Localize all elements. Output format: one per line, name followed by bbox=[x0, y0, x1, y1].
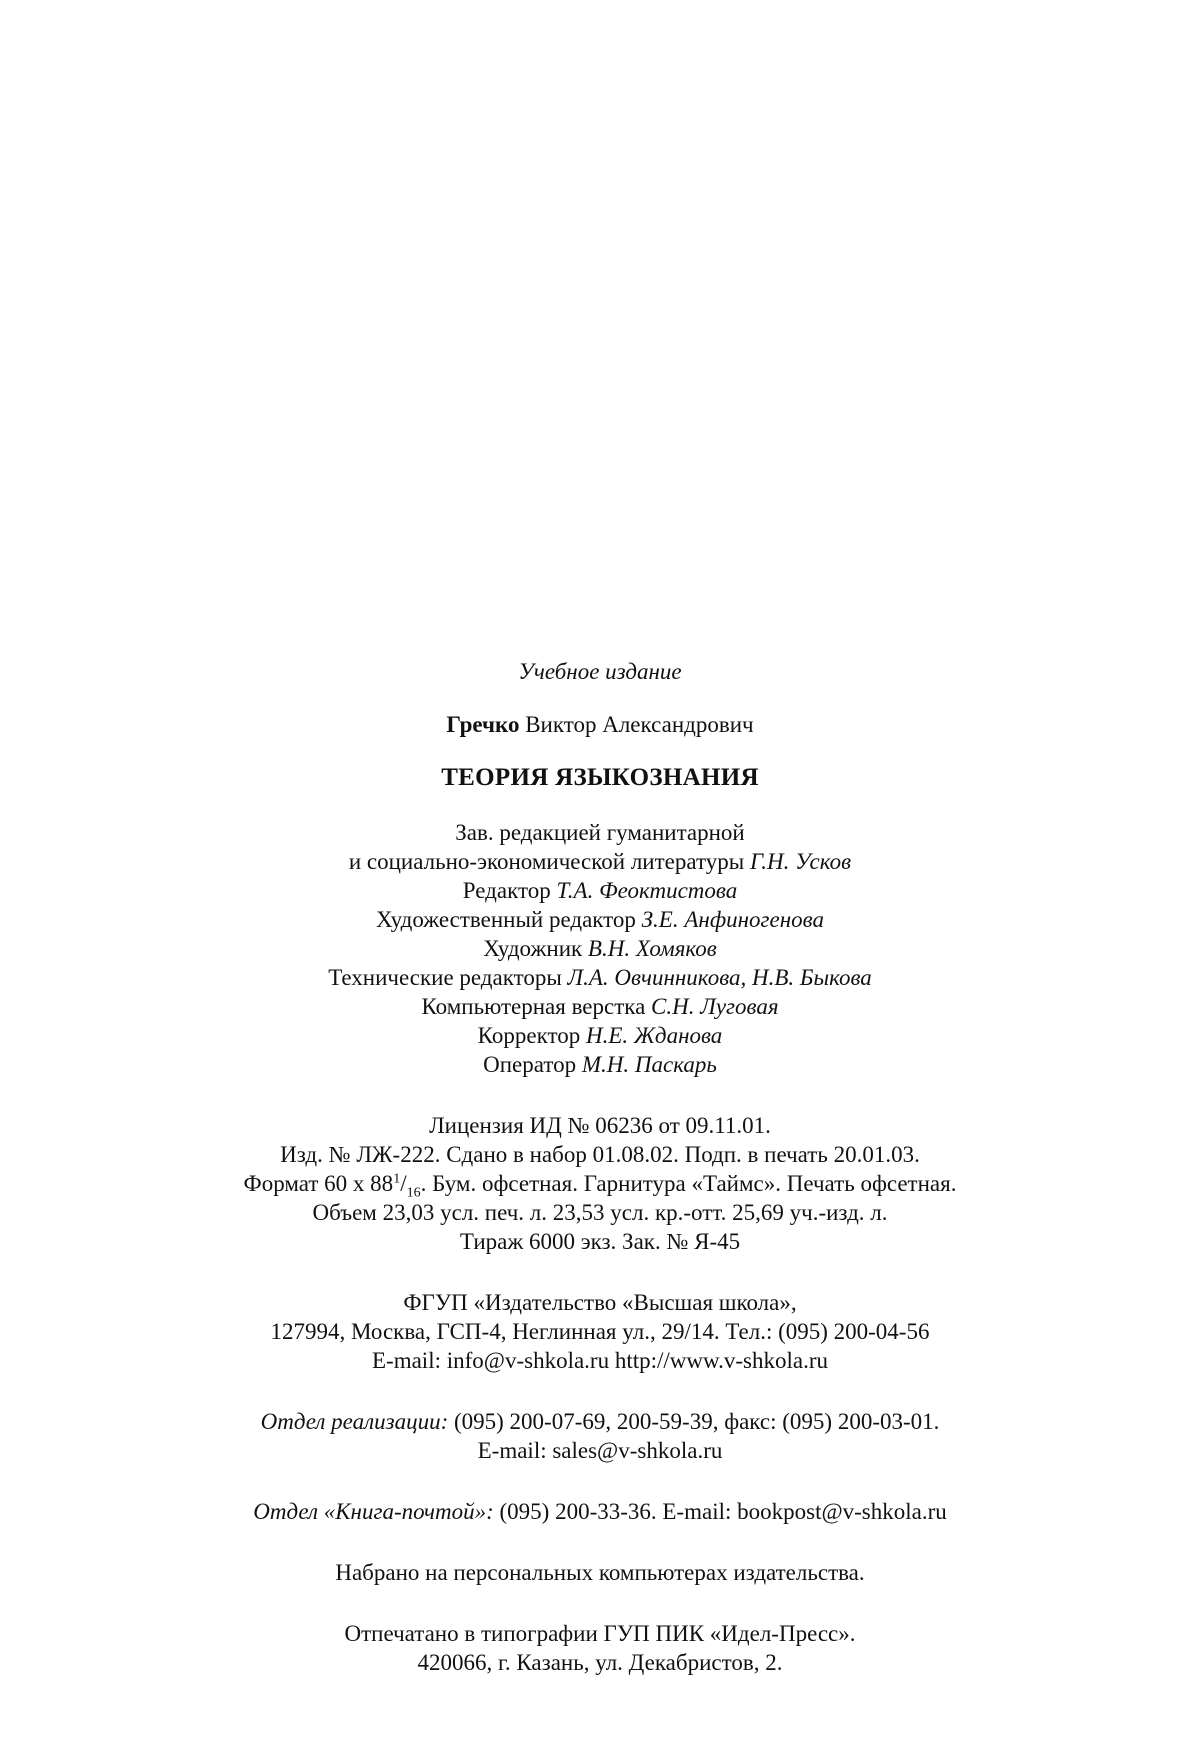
edition-dates-line: Изд. № ЛЖ-222. Сдано в набор 01.08.02. Подп. в печать 20.01.03. bbox=[280, 1142, 920, 1167]
tech-editors-role: Технические редакторы bbox=[328, 965, 562, 990]
format-fraction-denominator: 16 bbox=[406, 1185, 421, 1201]
mail-order-line bbox=[0, 1497, 1200, 1526]
mail-order-details: (095) 200-33-36. E-mail: bookpost@v-shkola.ru bbox=[493, 1499, 947, 1524]
format-rest: . Бум. офсетная. Гарнитура «Таймс». Печать офсетная. bbox=[420, 1171, 957, 1196]
printer-line1: Отпечатано в типографии ГУП ПИК «Идел-Пресс». bbox=[344, 1621, 856, 1646]
editor-line bbox=[0, 876, 1200, 905]
tech-editors-line bbox=[0, 963, 1200, 992]
typeset-note: Набрано на персональных компьютерах издательства. bbox=[335, 1560, 865, 1585]
credits-block bbox=[0, 818, 1200, 1079]
sales-phones: (095) 200-07-69, 200-59-39, факс: (095) 200-03-01. bbox=[448, 1409, 940, 1434]
operator-name: М.Н. Паскарь bbox=[581, 1052, 717, 1077]
publisher-block bbox=[0, 1288, 1200, 1375]
art-editor-name: З.Е. Анфиногенова bbox=[641, 907, 824, 932]
publisher-address: 127994, Москва, ГСП-4, Неглинная ул., 29/14. Тел.: (095) 200-04-56 bbox=[270, 1319, 930, 1344]
proofreader-name: Н.Е. Жданова bbox=[585, 1023, 723, 1048]
layout-name: С.Н. Луговая bbox=[651, 994, 779, 1019]
proofreader-role: Корректор bbox=[477, 1023, 581, 1048]
sales-label: Отдел реализации: bbox=[260, 1409, 449, 1434]
layout-role: Компьютерная верстка bbox=[421, 994, 646, 1019]
tech-editors-names: Л.А. Овчинникова, Н.В. Быкова bbox=[567, 965, 872, 990]
publisher-contacts: E-mail: info@v-shkola.ru http://www.v-shkola.ru bbox=[372, 1348, 828, 1373]
dept-head-line1: Зав. редакцией гуманитарной bbox=[455, 820, 745, 845]
operator-line bbox=[0, 1050, 1200, 1079]
printer-block bbox=[0, 1619, 1200, 1677]
artist-line bbox=[0, 934, 1200, 963]
format-prefix: Формат 60 х 88 bbox=[243, 1171, 394, 1196]
publisher-name: ФГУП «Издательство «Высшая школа», bbox=[403, 1290, 797, 1315]
sales-block bbox=[0, 1407, 1200, 1465]
proofreader-line bbox=[0, 1021, 1200, 1050]
layout-line bbox=[0, 992, 1200, 1021]
book-title: ТЕОРИЯ ЯЗЫКОЗНАНИЯ bbox=[441, 764, 759, 791]
license-line: Лицензия ИД № 06236 от 09.11.01. bbox=[429, 1113, 771, 1138]
imprint-page bbox=[0, 657, 1200, 1677]
format-fraction-numerator: 1 bbox=[393, 1171, 401, 1187]
author-line bbox=[0, 710, 1200, 739]
mail-order-label: Отдел «Книга-почтой»: bbox=[253, 1499, 494, 1524]
mail-order-block bbox=[0, 1497, 1200, 1526]
typeset-block bbox=[0, 1558, 1200, 1587]
sales-email: E-mail: sales@v-shkola.ru bbox=[477, 1438, 723, 1463]
dept-head-name: Г.Н. Усков bbox=[749, 849, 852, 874]
print-run-line: Тираж 6000 экз. Зак. № Я-45 bbox=[459, 1229, 741, 1254]
dept-head-prefix: и социально-экономической литературы bbox=[348, 849, 745, 874]
artist-name: В.Н. Хомяков bbox=[587, 936, 717, 961]
publication-block bbox=[0, 1111, 1200, 1256]
author-surname: Гречко bbox=[446, 712, 520, 737]
printer-line2: 420066, г. Казань, ул. Декабристов, 2. bbox=[417, 1650, 783, 1675]
art-editor-line bbox=[0, 905, 1200, 934]
artist-role: Художник bbox=[483, 936, 583, 961]
editor-role: Редактор bbox=[462, 878, 551, 903]
author-given-names: Виктор Александрович bbox=[525, 712, 754, 737]
art-editor-role: Художественный редактор bbox=[376, 907, 636, 932]
sales-line bbox=[0, 1407, 1200, 1436]
volume-line: Объем 23,03 усл. печ. л. 23,53 усл. кр.-отт. 25,69 уч.-изд. л. bbox=[312, 1200, 888, 1225]
operator-role: Оператор bbox=[483, 1052, 577, 1077]
editor-name: Т.А. Феоктистова bbox=[556, 878, 738, 903]
format-line: Формат 60 х $88^1/_{16}$. Бум. офсетная. Гарнитура «Таймс». Печать офсетная. bbox=[243, 1171, 957, 1201]
edition-type: Учебное издание bbox=[518, 659, 682, 684]
dept-head-line2 bbox=[0, 847, 1200, 876]
